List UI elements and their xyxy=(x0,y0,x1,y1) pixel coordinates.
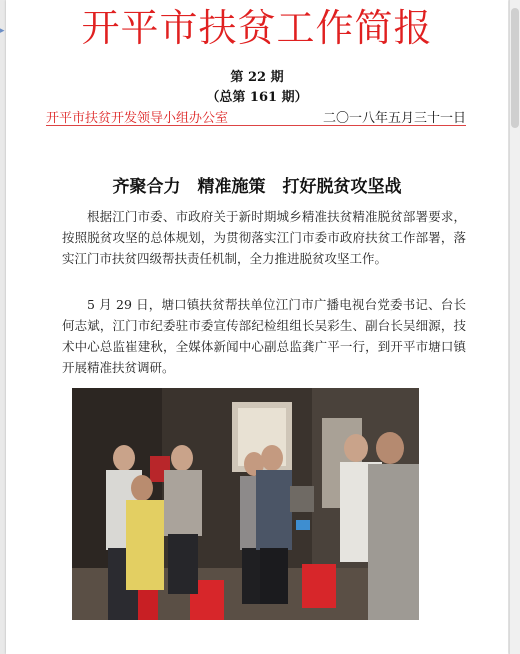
publication-date: 二〇一八年五月三十一日 xyxy=(322,111,466,126)
vertical-scrollbar[interactable] xyxy=(509,0,520,654)
article-photo xyxy=(72,388,419,620)
article-paragraph-1: 根据江门市委、市政府关于新时期城乡精准扶贫精准脱贫部署要求，按照脱贫攻坚的总体规划，为贯彻落实江门市委市政府扶贫工作部署，落实江门市扶贫四级帮扶责任机制，全力推进脱贫攻坚工作。 xyxy=(62,209,466,266)
article-paragraph-2: 5 月 29 日，塘口镇扶贫帮扶单位江门市广播电视台党委书记、台长何志斌，江门市纪委驻市委宣传部纪检组组长吴彩生、副台长吴细源，技术中心总监崔建秋，全媒体新闻中心副总监龚广平一行，到开平市塘口镇开展精准扶贫调研。 xyxy=(62,297,466,375)
document-page xyxy=(6,0,508,654)
publisher-line xyxy=(46,107,466,126)
issue-total-number: （总第 161 期） xyxy=(206,90,308,105)
publisher-office: 开平市扶贫开发领导小组办公室 xyxy=(46,111,229,126)
article-headline: 齐聚合力 精准施策 打好脱贫攻坚战 xyxy=(112,177,402,197)
newsletter-masthead: 开平市扶贫工作简报 xyxy=(81,6,433,50)
photo-illustration xyxy=(72,388,419,620)
scrollbar-thumb[interactable] xyxy=(511,8,519,128)
chevron-right-icon[interactable]: ▸ xyxy=(0,26,5,36)
issue-number: 第 22 期 xyxy=(230,70,284,85)
